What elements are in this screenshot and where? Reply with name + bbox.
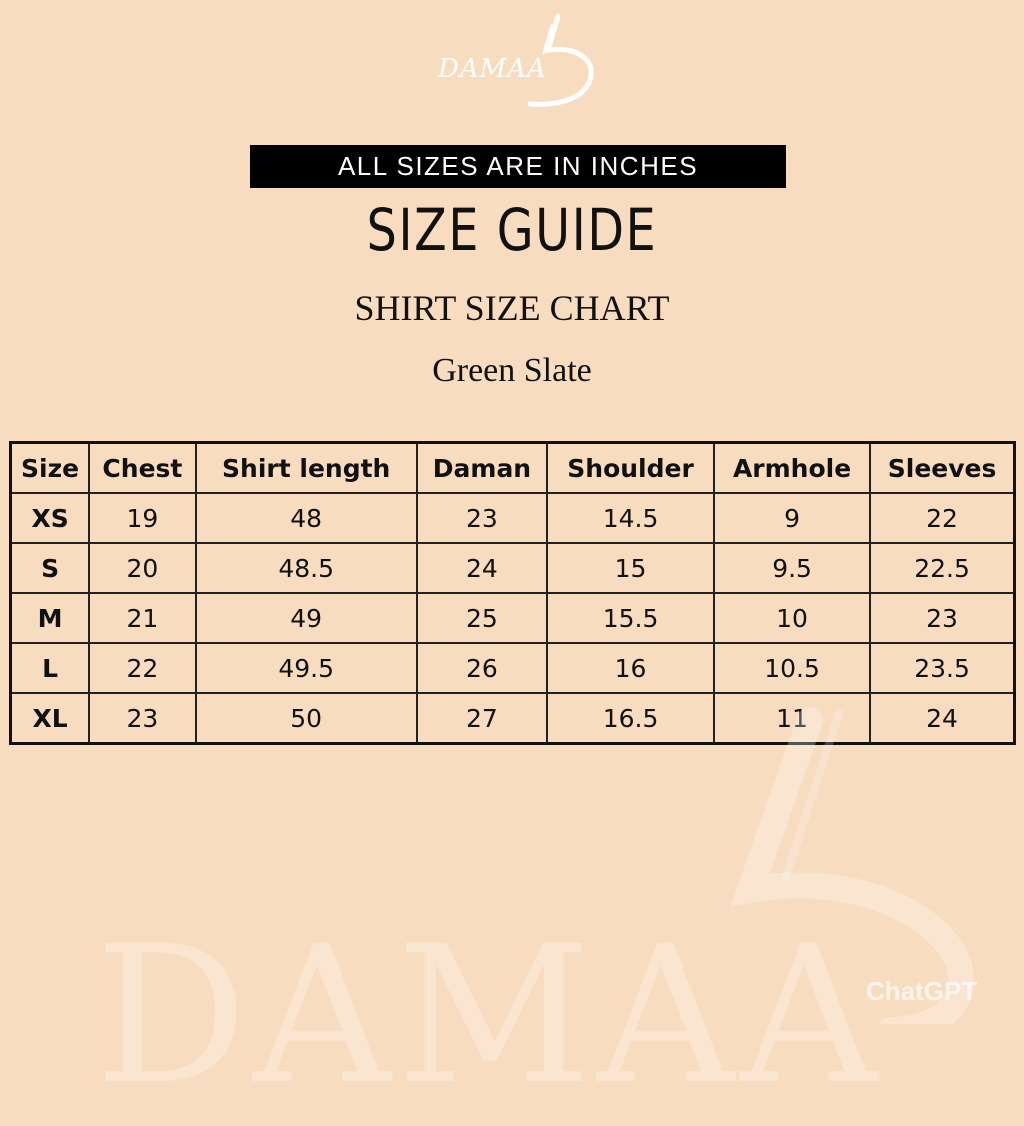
cell-size: XL	[11, 693, 90, 744]
product-name: Green Slate	[432, 352, 592, 389]
header-shoulder: Shoulder	[547, 443, 714, 494]
table-row	[11, 493, 1015, 543]
header-shirt-length: Shirt length	[196, 443, 417, 494]
cell-chest: 19	[89, 493, 195, 543]
cell-sleeves: 22	[870, 493, 1014, 543]
cell-shoulder: 14.5	[547, 493, 714, 543]
cell-sleeves: 23.5	[870, 643, 1014, 693]
cell-armhole: 9.5	[714, 543, 870, 593]
cell-armhole: 10	[714, 593, 870, 643]
logo-text: DAMAA	[438, 54, 547, 84]
page-title: SIZE GUIDE	[366, 196, 658, 264]
cell-sleeves: 24	[870, 693, 1014, 744]
cell-shoulder: 15	[547, 543, 714, 593]
cell-shirt-length: 48	[196, 493, 417, 543]
chart-subtitle: SHIRT SIZE CHART	[354, 288, 670, 328]
chatgpt-watermark: ChatGPT	[866, 976, 978, 1006]
cell-armhole: 11	[714, 693, 870, 744]
cell-daman: 27	[417, 693, 547, 744]
cell-sleeves: 23	[870, 593, 1014, 643]
table-row	[11, 543, 1015, 593]
cell-daman: 25	[417, 593, 547, 643]
cell-chest: 21	[89, 593, 195, 643]
units-banner: ALL SIZES ARE IN INCHES	[250, 145, 786, 188]
header-daman: Daman	[417, 443, 547, 494]
watermark-brand-text: DAMAA	[95, 905, 884, 1126]
cell-sleeves: 22.5	[870, 543, 1014, 593]
cell-size: M	[11, 593, 90, 643]
cell-size: S	[11, 543, 90, 593]
header-sleeves: Sleeves	[870, 443, 1014, 494]
table-row	[11, 643, 1015, 693]
cell-shoulder: 16	[547, 643, 714, 693]
cell-armhole: 10.5	[714, 643, 870, 693]
cell-shoulder: 15.5	[547, 593, 714, 643]
cell-chest: 20	[89, 543, 195, 593]
cell-daman: 24	[417, 543, 547, 593]
header-armhole: Armhole	[714, 443, 870, 494]
cell-daman: 23	[417, 493, 547, 543]
table-row	[11, 593, 1015, 643]
brand-logo	[430, 10, 600, 110]
cell-shirt-length: 49	[196, 593, 417, 643]
cell-chest: 23	[89, 693, 195, 744]
cell-daman: 26	[417, 643, 547, 693]
cell-armhole: 9	[714, 493, 870, 543]
cell-shirt-length: 50	[196, 693, 417, 744]
cell-size: XS	[11, 493, 90, 543]
header-size: Size	[11, 443, 90, 494]
header-chest: Chest	[89, 443, 195, 494]
cell-size: L	[11, 643, 90, 693]
cell-shoulder: 16.5	[547, 693, 714, 744]
table-header-row	[11, 443, 1015, 494]
cell-chest: 22	[89, 643, 195, 693]
cell-shirt-length: 49.5	[196, 643, 417, 693]
cell-shirt-length: 48.5	[196, 543, 417, 593]
